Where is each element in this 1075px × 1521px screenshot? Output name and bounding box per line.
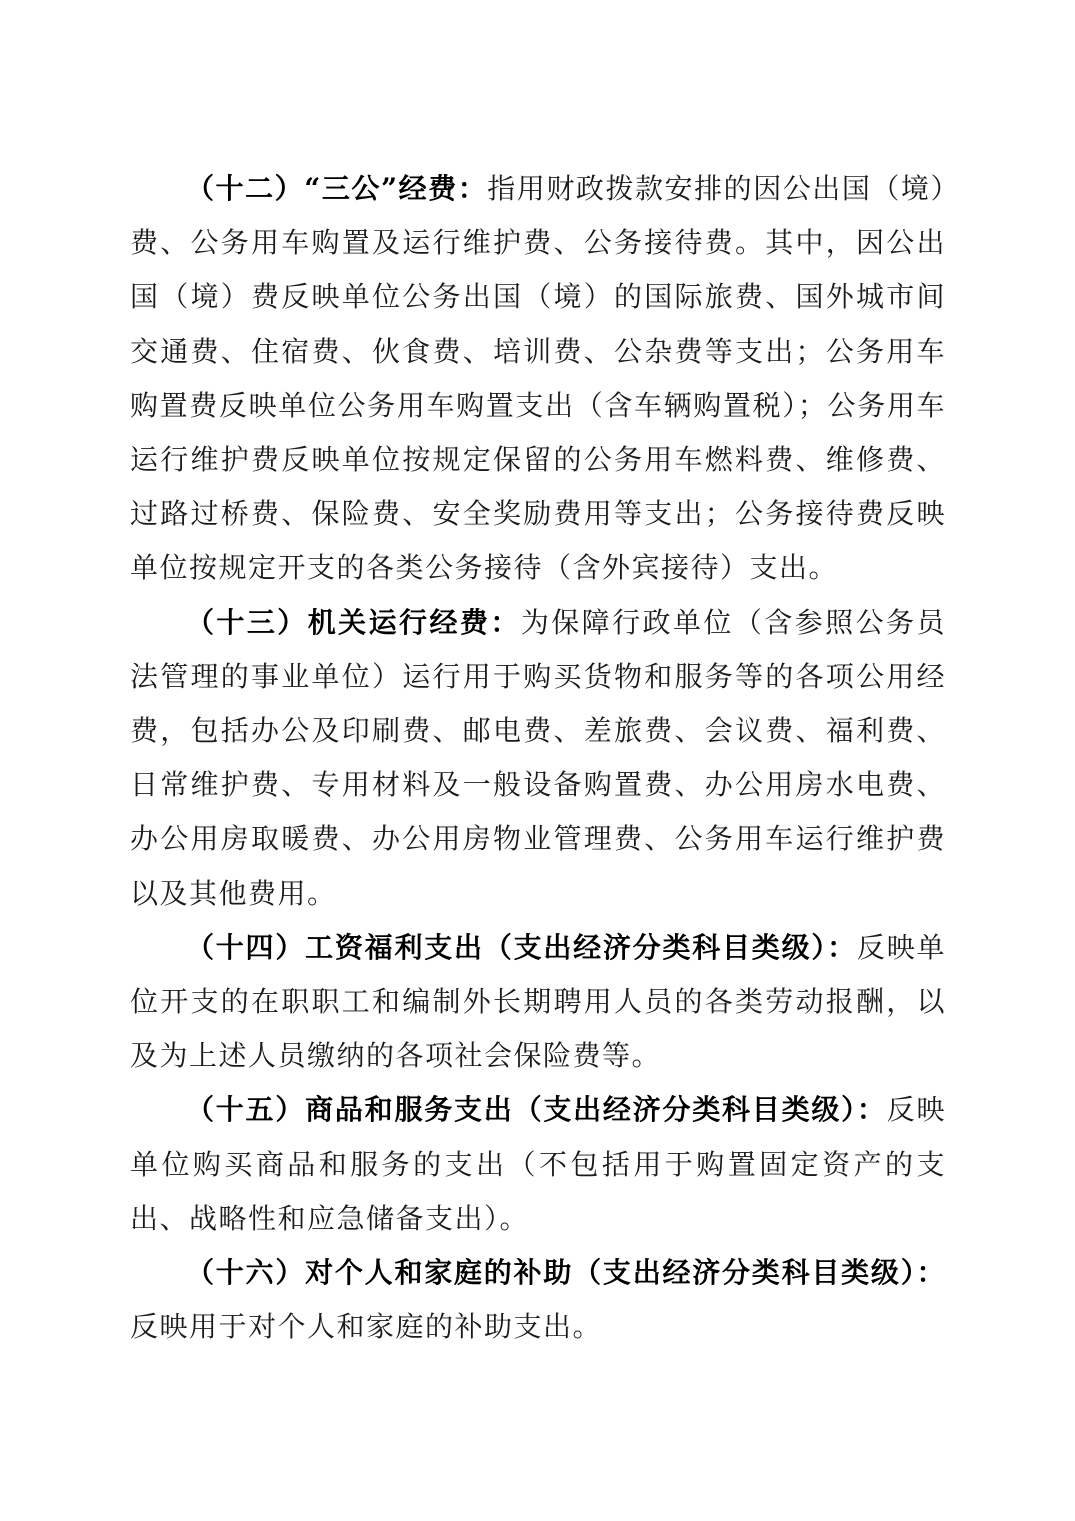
paragraph-wages-welfare <box>130 921 946 1084</box>
document-body <box>130 162 946 1354</box>
paragraph-text: 为保障行政单位（含参照公务员法管理的事业单位）运行用于购买货物和服务等的各项公用经费，包括办公及印刷费、邮电费、差旅费、会议费、福利费、日常维护费、专用材料及一般设备购置费、办公用房水电费、办公用房取暖费、办公用房物业管理费、公务用车运行维护费以及其他费用。 <box>130 605 946 910</box>
paragraph-san-gong-funds <box>130 162 946 596</box>
paragraph-term: （十六）对个人和家庭的补助（支出经济分类科目类级）： <box>186 1256 946 1290</box>
paragraph-term: （十四）工资福利支出（支出经济分类科目类级）： <box>186 930 857 964</box>
paragraph-term: （十五）商品和服务支出（支出经济分类科目类级）： <box>186 1093 887 1127</box>
paragraph-text: 反映用于对个人和家庭的补助支出。 <box>130 1310 603 1344</box>
paragraph-goods-services <box>130 1083 946 1246</box>
paragraph-text: 指用财政拨款安排的因公出国（境）费、公务用车购置及运行维护费、公务接待费。其中，因公出国（境）费反映单位公务出国（境）的国际旅费、国外城市间交通费、住宿费、伙食费、培训费、公杂费等支出；公务用车购置费反映单位公务用车购置支出（含车辆购置税）；公务用车运行维护费反映单位按规定保留的公务用车燃料费、维修费、过路过桥费、保险费、安全奖励费用等支出；公务接待费反映单位按规定开支的各类公务接待（含外宾接待）支出。 <box>130 172 946 585</box>
paragraph-operating-funds <box>130 596 946 921</box>
paragraph-text: 反映单位开支的在职职工和编制外长期聘用人员的各类劳动报酬，以及为上述人员缴纳的各项社会保险费等。 <box>130 930 946 1073</box>
paragraph-term: （十二）“三公”经费： <box>186 172 488 205</box>
paragraph-household-subsidy <box>130 1246 946 1354</box>
paragraph-text: 反映单位购买商品和服务的支出（不包括用于购置固定资产的支出、战略性和应急储备支出）。 <box>130 1093 946 1235</box>
paragraph-term: （十三）机关运行经费： <box>186 605 521 639</box>
